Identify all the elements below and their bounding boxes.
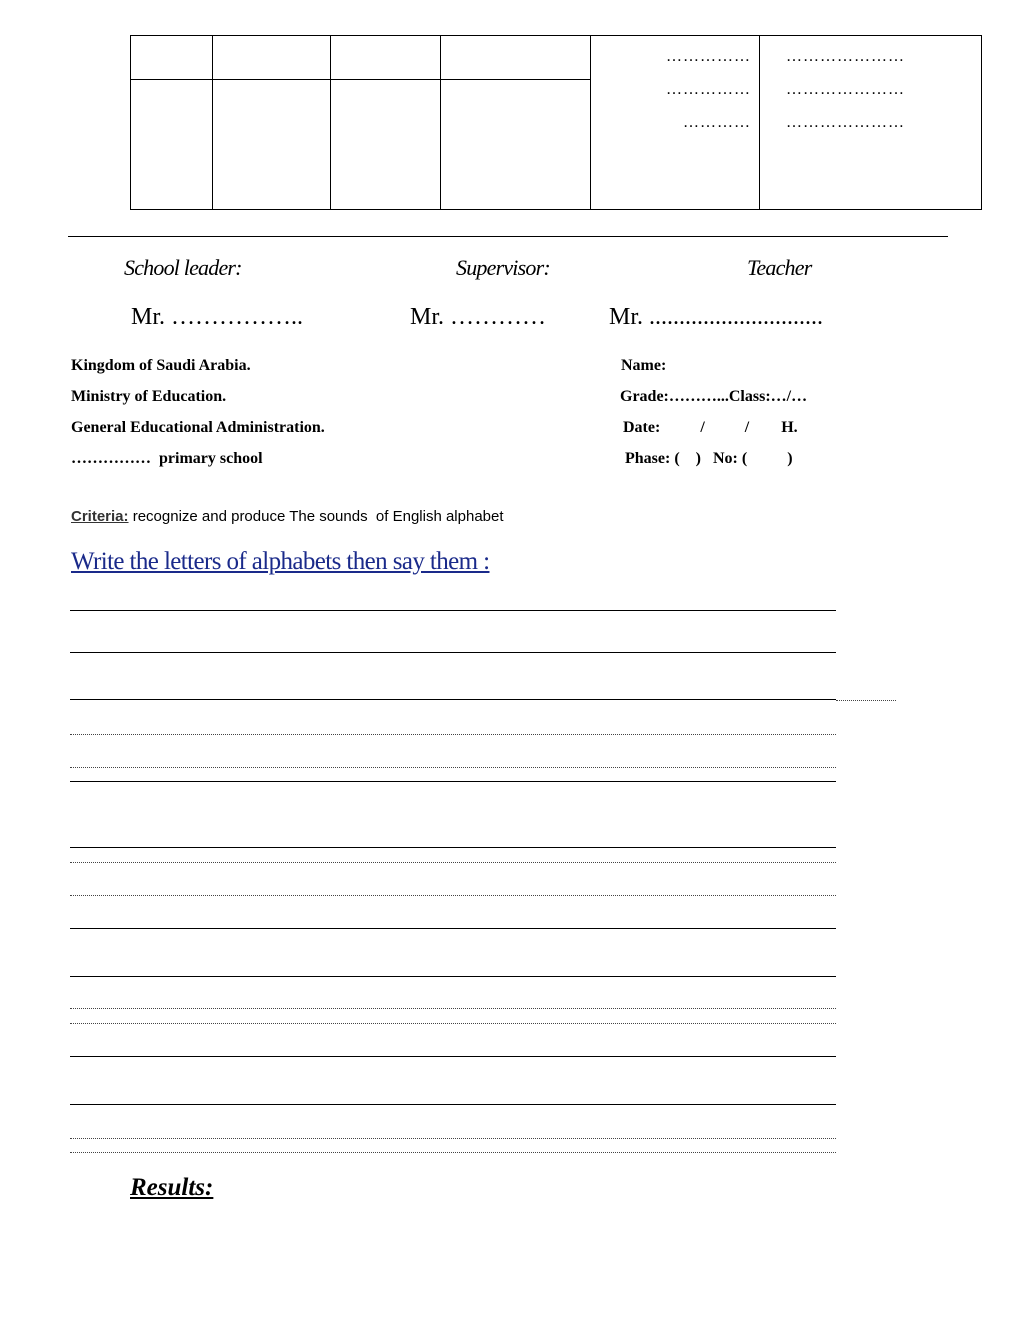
supervisor-title: Supervisor: (456, 255, 550, 280)
guide-line (70, 862, 836, 863)
date-field: Date: / / H. (623, 419, 798, 436)
dotted-line: ………… (683, 114, 751, 131)
dotted-line: …………… (666, 81, 751, 98)
instruction-heading: Write the letters of alphabets then say them : (71, 548, 490, 575)
criteria-text: recognize and produce The sounds of English alphabet (128, 508, 504, 525)
criteria-label: Criteria: (71, 508, 129, 525)
table-cell (441, 80, 591, 210)
dotted-line: ………………… (786, 48, 905, 65)
table-cell (213, 36, 331, 80)
writing-line-extension (836, 700, 896, 701)
table-cell (131, 36, 213, 80)
table-cell (331, 36, 441, 80)
header-ministry: Ministry of Education. (71, 388, 227, 405)
writing-line (70, 1104, 836, 1105)
guide-line (70, 1138, 836, 1139)
writing-line (70, 976, 836, 977)
teacher-name: Mr. ............................. (609, 304, 824, 330)
top-table (130, 35, 982, 210)
table-cell (441, 36, 591, 80)
name-field: Name: (621, 357, 667, 374)
header-kingdom: Kingdom of Saudi Arabia. (71, 357, 251, 374)
dotted-line: …………… (666, 48, 751, 65)
guide-line (70, 1008, 836, 1009)
dotted-line: ………………… (786, 81, 905, 98)
school-leader-name: Mr. …………….. (131, 304, 304, 330)
dotted-fill-cell (760, 36, 982, 210)
guide-line (70, 895, 836, 896)
teacher-title: Teacher (747, 255, 812, 280)
school-leader-title: School leader: (124, 255, 242, 280)
header-administration: General Educational Administration. (71, 419, 325, 436)
guide-line (70, 767, 836, 768)
dotted-line: ………………… (786, 114, 905, 131)
writing-line (70, 699, 836, 700)
results-heading: Results: (130, 1174, 214, 1201)
table-cell (131, 80, 213, 210)
table-cell (331, 80, 441, 210)
grade-class-field: Grade:………...Class:…/… (620, 388, 808, 405)
header-school: …………… primary school (71, 450, 263, 467)
separator-line (68, 236, 948, 237)
supervisor-name: Mr. ………… (410, 304, 547, 330)
writing-line (70, 928, 836, 929)
writing-line (70, 781, 836, 782)
dotted-fill-cell (591, 36, 760, 210)
guide-line (70, 1023, 836, 1024)
writing-line (70, 1056, 836, 1057)
writing-line (70, 610, 836, 611)
guide-line (70, 1152, 836, 1153)
writing-line (70, 652, 836, 653)
criteria (71, 508, 504, 525)
guide-line (70, 734, 836, 735)
writing-line (70, 847, 836, 848)
table-cell (213, 80, 331, 210)
phase-no-field: Phase: ( ) No: ( ) (625, 450, 793, 467)
